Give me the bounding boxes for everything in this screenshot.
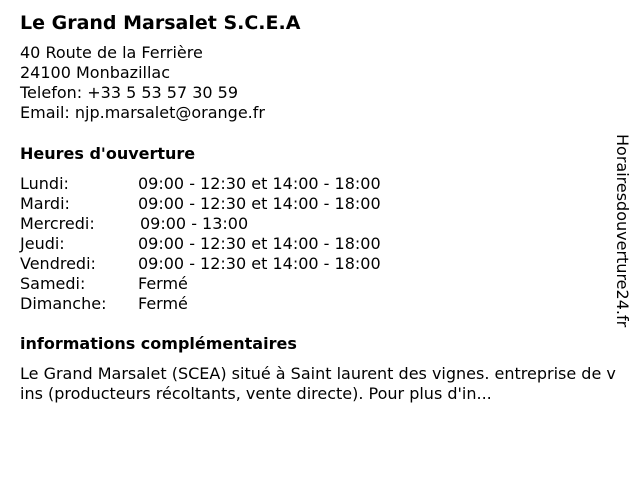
address-street: 40 Route de la Ferrière — [20, 43, 203, 62]
address-city: 24100 Monbazillac — [20, 63, 171, 82]
hours-day: Dimanche: — [20, 294, 107, 313]
phone-number: Telefon: +33 5 53 57 30 59 — [20, 83, 239, 102]
contact-block — [20, 43, 265, 123]
hours-time: 09:00 - 13:00 — [140, 214, 249, 233]
hours-day: Samedi: — [20, 274, 86, 293]
hours-day: Vendredi: — [20, 254, 96, 273]
hours-day: Mardi: — [20, 194, 70, 213]
opening-hours-table — [20, 174, 460, 314]
hours-row-sunday — [20, 294, 460, 314]
hours-time: Fermé — [138, 274, 188, 293]
hours-time: 09:00 - 12:30 et 14:00 - 18:00 — [138, 194, 381, 213]
opening-hours-heading: Heures d'ouverture — [20, 144, 196, 163]
hours-time: 09:00 - 12:30 et 14:00 - 18:00 — [138, 254, 381, 273]
hours-time: 09:00 - 12:30 et 14:00 - 18:00 — [138, 234, 381, 253]
additional-info-heading: informations complémentaires — [20, 334, 297, 353]
hours-day: Jeudi: — [20, 234, 65, 253]
hours-row-wednesday — [20, 214, 460, 234]
hours-row-saturday — [20, 274, 460, 294]
hours-day: Mercredi: — [20, 214, 95, 233]
business-name: Le Grand Marsalet S.C.E.A — [20, 12, 301, 34]
site-watermark: Horairesdouverture24.fr — [613, 134, 632, 328]
hours-row-friday — [20, 254, 460, 274]
hours-row-monday — [20, 174, 460, 194]
additional-info-text: Le Grand Marsalet (SCEA) situé à Saint laurent des vignes. entreprise de vins (producteurs récoltants, vente directe). Pour plus d'in... — [20, 364, 616, 403]
hours-row-tuesday — [20, 194, 460, 214]
hours-time: 09:00 - 12:30 et 14:00 - 18:00 — [138, 174, 381, 193]
hours-day: Lundi: — [20, 174, 69, 193]
email-address: Email: njp.marsalet@orange.fr — [20, 103, 265, 122]
hours-time: Fermé — [138, 294, 188, 313]
hours-row-thursday — [20, 234, 460, 254]
